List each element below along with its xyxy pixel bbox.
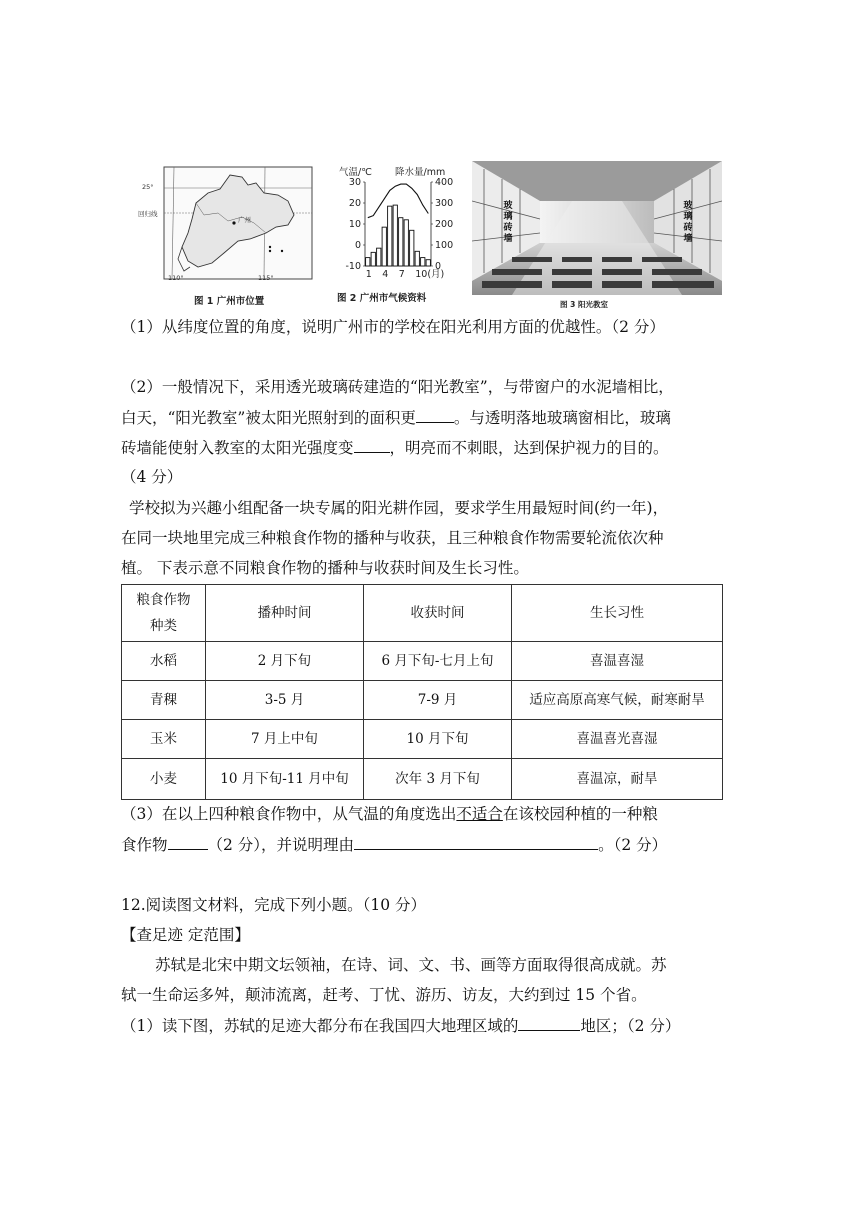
precip-tick-label: 100 bbox=[435, 240, 454, 251]
precip-bar bbox=[426, 260, 430, 266]
table-row bbox=[122, 642, 723, 681]
table-cell: 喜温喜湿 bbox=[512, 642, 723, 681]
guangzhou-dot bbox=[232, 221, 235, 224]
right-glass-brick-wall-label: 玻 璃 砖 墙 bbox=[683, 201, 693, 244]
climate-plot bbox=[335, 176, 455, 286]
month-tick-label: 1 bbox=[365, 269, 372, 280]
intro-line-2: 在同一块地里完成三种粮食作物的播种与收获，且三种粮食作物需要轮流依次种 bbox=[121, 529, 664, 547]
lat-25-label: 25° bbox=[142, 183, 154, 191]
month-tick-label: 4 bbox=[382, 269, 389, 280]
answer-blank-region[interactable] bbox=[518, 1014, 580, 1031]
precip-bar bbox=[377, 248, 381, 266]
table-cell: 喜温凉，耐旱 bbox=[512, 759, 723, 800]
precip-tick-label: 0 bbox=[435, 261, 442, 272]
table-cell: 小麦 bbox=[122, 759, 206, 800]
table-row bbox=[122, 759, 723, 800]
precip-bar bbox=[415, 251, 419, 266]
table-cell: 10 月下旬 bbox=[364, 720, 512, 759]
table-cell: 次年 3 月下旬 bbox=[364, 759, 512, 800]
figure-3-caption: 图 3 阳光教室 bbox=[560, 300, 608, 309]
table-cell: 2 月下旬 bbox=[206, 642, 364, 681]
question-2-line-4: （4 分） bbox=[121, 468, 183, 486]
answer-blank-crop[interactable] bbox=[168, 833, 208, 850]
table-cell: 6 月下旬-七月上旬 bbox=[364, 642, 512, 681]
precip-tick-label: 300 bbox=[435, 198, 454, 209]
underlined-not-suitable: 不适合 bbox=[456, 805, 503, 823]
guangzhou-location-map bbox=[138, 163, 318, 288]
table-row bbox=[122, 681, 723, 720]
crop-table bbox=[121, 584, 723, 800]
figure-1-caption: 图 1 广州市位置 bbox=[194, 296, 265, 307]
precip-bar bbox=[371, 252, 375, 266]
left-glass-brick-wall-label: 玻 璃 砖 墙 bbox=[503, 201, 513, 244]
precip-bar bbox=[393, 205, 397, 266]
temp-axis-label: 气温/℃ bbox=[339, 167, 372, 178]
su-shi-paragraph-line-1: 苏轼是北宋中期文坛领袖，在诗、词、文、书、画等方面取得很高成就。苏 bbox=[155, 956, 667, 974]
answer-blank-area[interactable] bbox=[416, 406, 454, 423]
temperature-line bbox=[368, 184, 429, 218]
question-1: （1）从纬度位置的角度，说明广州市的学校在阳光利用方面的优越性。（2 分） bbox=[121, 318, 665, 336]
precip-bar bbox=[399, 218, 403, 266]
temp-tick-label: 10 bbox=[348, 219, 361, 230]
precip-bar bbox=[421, 258, 425, 266]
question-3-line-2: 食作物 （2 分），并说明理由 。（2 分） bbox=[121, 833, 667, 856]
question-12-sub-1: （1）读下图，苏轼的足迹大都分布在我国四大地理区域的 地区；（2 分） bbox=[121, 1014, 680, 1037]
table-row bbox=[122, 720, 723, 759]
question-2-line-1: （2）一般情况下，采用透光玻璃砖建造的“阳光教室”，与带窗户的水泥墙相比， bbox=[121, 378, 674, 396]
city-label: 广州 bbox=[238, 216, 251, 224]
header-growth-habit: 生长习性 bbox=[512, 585, 723, 642]
table-cell: 喜温喜光喜湿 bbox=[512, 720, 723, 759]
table-cell: 7 月上中旬 bbox=[206, 720, 364, 759]
question-2-line-3: 砖墙能使射入教室的太阳光强度变 ，明亮而不刺眼，达到保护视力的目的。 bbox=[121, 436, 669, 459]
table-cell: 玉米 bbox=[122, 720, 206, 759]
figure-1-map bbox=[138, 163, 318, 306]
temp-tick-label: 0 bbox=[354, 240, 361, 251]
table-cell: 青稞 bbox=[122, 681, 206, 720]
precip-bar bbox=[366, 258, 370, 266]
table-cell: 适应高原高寒气候，耐寒耐旱 bbox=[512, 681, 723, 720]
precip-axis-label: 降水量/mm bbox=[395, 167, 446, 178]
header-sowing-time: 播种时间 bbox=[206, 585, 364, 642]
answer-blank-reason[interactable] bbox=[354, 833, 598, 850]
intro-line-3: 植。 下表示意不同粮食作物的播种与收获时间及生长习性。 bbox=[121, 559, 529, 577]
precip-bar bbox=[382, 227, 386, 266]
temp-tick-label: 30 bbox=[348, 177, 361, 188]
lon-115-label: 115° bbox=[258, 274, 274, 282]
question-12-title: 12.阅读图文材料，完成下列小题。（10 分） bbox=[121, 896, 427, 914]
figure-2-climate-chart bbox=[335, 162, 455, 304]
question-3-line-1: （3）在以上四种粮食作物中，从气温的角度选出不适合在该校园种植的一种粮 bbox=[121, 805, 658, 823]
answer-blank-intensity[interactable] bbox=[354, 436, 390, 453]
precip-bar bbox=[410, 230, 414, 266]
section-heading: 【查足迹 定范围】 bbox=[121, 926, 250, 944]
figure-3-sunlight-classroom bbox=[472, 161, 722, 311]
month-tick-label: 10(月) bbox=[415, 269, 445, 280]
table-cell: 10 月下旬-11 月中旬 bbox=[206, 759, 364, 800]
temp-tick-label: -10 bbox=[345, 261, 361, 272]
temp-tick-label: 20 bbox=[348, 198, 361, 209]
table-cell: 7-9 月 bbox=[364, 681, 512, 720]
table-cell: 3-5 月 bbox=[206, 681, 364, 720]
precip-tick-label: 400 bbox=[435, 177, 454, 188]
figure-2-caption: 图 2 广州市气候资料 bbox=[337, 293, 427, 304]
lon-110-label: 110° bbox=[168, 274, 184, 282]
table-cell: 水稻 bbox=[122, 642, 206, 681]
precip-bar bbox=[388, 206, 392, 266]
table-header-row bbox=[122, 585, 723, 642]
question-2-line-2: 白天，“阳光教室”被太阳光照射到的面积更 。与透明落地玻璃窗相比，玻璃 bbox=[121, 406, 671, 429]
tropic-label: 回归线 bbox=[138, 210, 158, 218]
su-shi-paragraph-line-2: 轼一生命运多舛，颠沛流离，赶考、丁忧、游历、访友，大约到过 15 个省。 bbox=[121, 986, 647, 1004]
header-harvest-time: 收获时间 bbox=[364, 585, 512, 642]
header-crop-type: 粮食作物种类 bbox=[122, 585, 206, 642]
month-tick-label: 7 bbox=[398, 269, 405, 280]
intro-line-1: 学校拟为兴趣小组配备一块专属的阳光耕作园，要求学生用最短时间(约一年)， bbox=[129, 499, 669, 517]
precip-tick-label: 200 bbox=[435, 219, 454, 230]
precip-bar bbox=[404, 220, 408, 266]
